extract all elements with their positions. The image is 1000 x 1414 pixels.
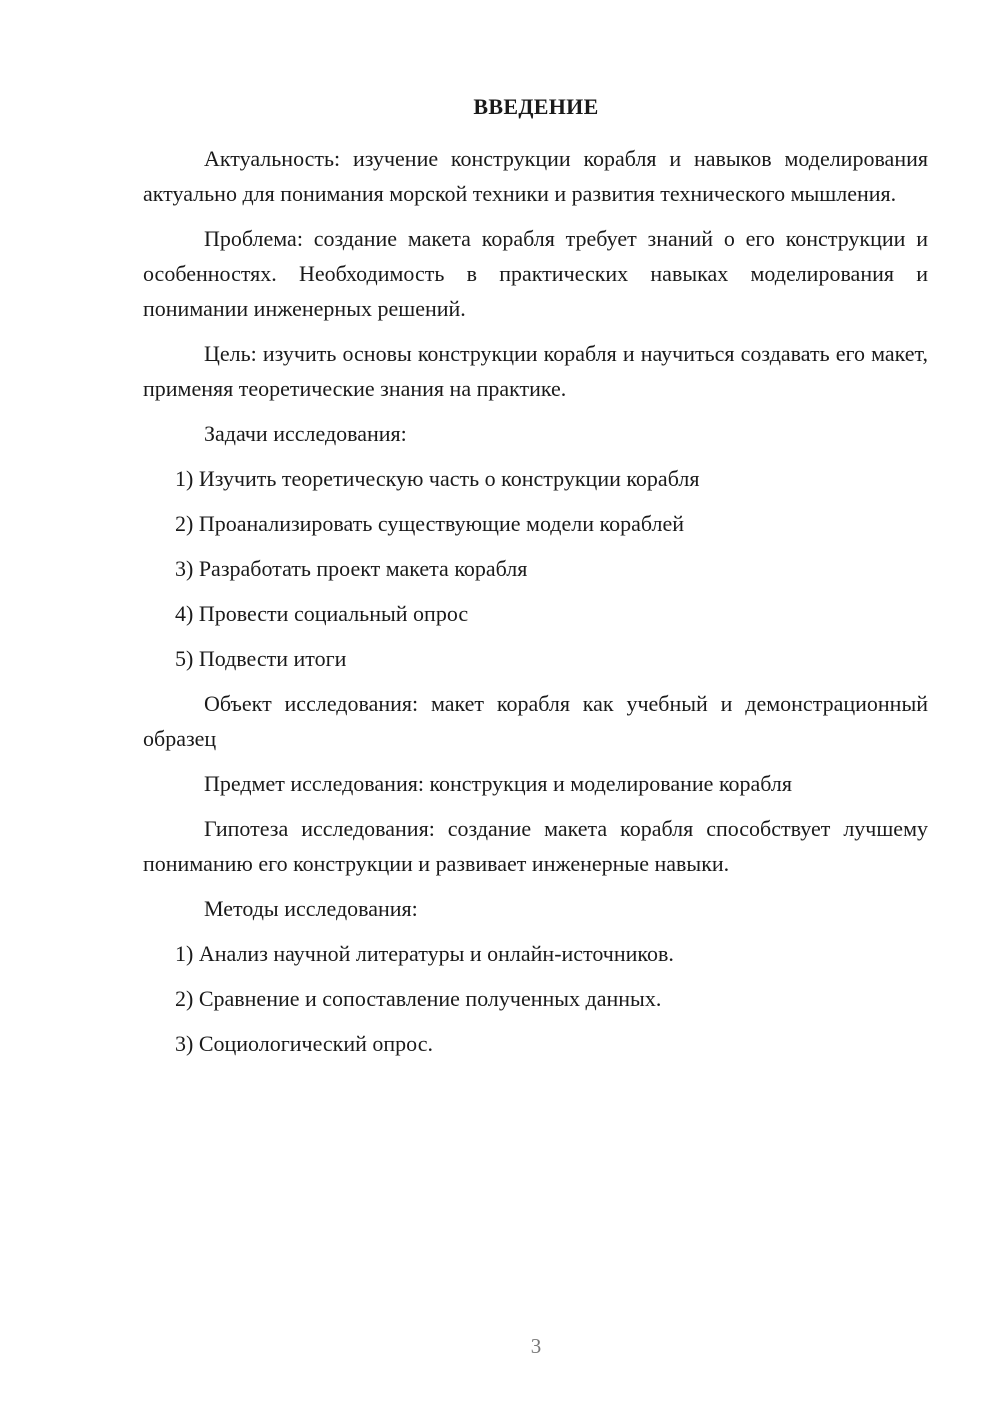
paragraph-relevance: Актуальность: изучение конструкции корабля и навыков моделирования актуально для понимания морской техники и развития технического мышления.	[143, 146, 928, 206]
paragraph-goal: Цель: изучить основы конструкции корабля и научиться создавать его макет, применяя теоретические знания на практике.	[143, 341, 928, 401]
task-item: 4) Провести социальный опрос	[175, 601, 469, 626]
page-title: ВВЕДЕНИЕ	[473, 94, 599, 119]
document-body	[143, 141, 928, 1071]
paragraph-object: Объект исследования: макет корабля как учебный и демонстрационный образец	[143, 691, 928, 751]
paragraph-hypothesis: Гипотеза исследования: создание макета корабля способствует лучшему пониманию его конструкции и развивает инженерные навыки.	[143, 816, 928, 876]
page-number: 3	[530, 1334, 542, 1358]
task-item: 3) Разработать проект макета корабля	[175, 556, 528, 581]
methods-heading: Методы исследования:	[204, 896, 418, 921]
task-item: 5) Подвести итоги	[175, 646, 347, 671]
task-item: 1) Изучить теоретическую часть о конструкции корабля	[175, 466, 700, 491]
tasks-heading: Задачи исследования:	[204, 421, 407, 446]
paragraph-subject: Предмет исследования: конструкция и моделирование корабля	[204, 771, 793, 796]
paragraph-problem: Проблема: создание макета корабля требует знаний о его конструкции и особенностях. Необходимость в практических навыках моделирования и понимании инженерных решений.	[143, 226, 928, 321]
method-item: 3) Социологический опрос.	[175, 1031, 433, 1056]
task-item: 2) Проанализировать существующие модели кораблей	[175, 511, 685, 536]
method-item: 1) Анализ научной литературы и онлайн-источников.	[175, 941, 674, 966]
method-item: 2) Сравнение и сопоставление полученных данных.	[175, 986, 662, 1011]
